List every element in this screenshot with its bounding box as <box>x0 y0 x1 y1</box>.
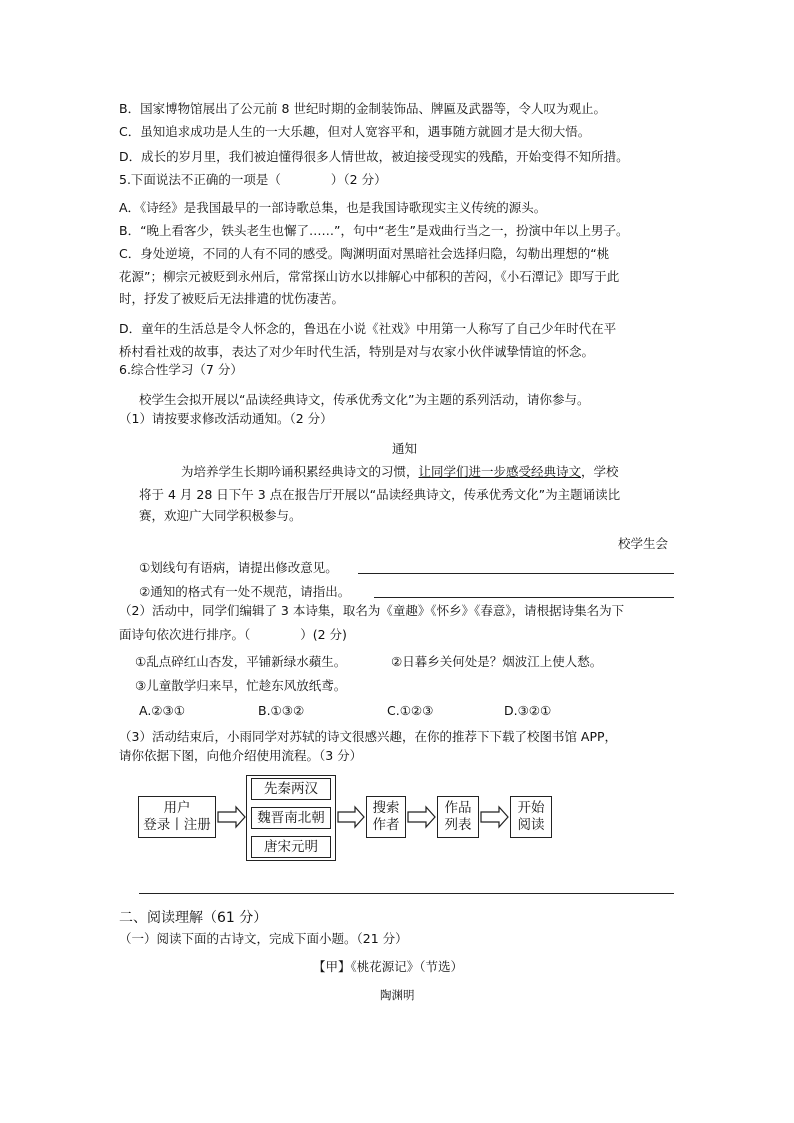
choice-c: C.①②③ <box>387 703 434 718</box>
q6-part2-line1: （2）活动中，同学们编辑了 3 本诗集，取名为《童趣》《怀乡》《春意》，请根据诗集名为下 <box>119 603 625 618</box>
q5-stem: 5.下面说法不正确的一项是（ ）（2 分） <box>119 172 387 187</box>
q5-option-c-line2: 花源”；柳宗元被贬到永州后，常常探山访水以排解心中郁积的苦闷，《小石潭记》即写于此 <box>119 269 620 284</box>
notice-title: 通知 <box>392 441 418 456</box>
poem-line-2: ②日暮乡关何处是？烟波江上使人愁。 <box>391 654 603 669</box>
section-divider <box>139 893 674 894</box>
flow-list-label: 列表 <box>444 817 472 833</box>
section2-heading: 二、阅读理解（61 分） <box>119 910 268 926</box>
notice-signature: 校学生会 <box>618 536 669 551</box>
q6-intro: 校学生会拟开展以“品读经典诗文，传承优秀文化”为主题的系列活动，请你参与。 <box>139 392 590 407</box>
q6-part3-line1: （3）活动结束后，小雨同学对苏轼的诗文很感兴趣，在你的推荐下下载了校图书馆 APP， <box>119 729 618 744</box>
flow-arrow-3 <box>408 807 435 827</box>
flow-reading-label: 阅读 <box>517 817 545 833</box>
flow-era-3-label: 唐宋元明 <box>264 838 318 855</box>
flow-start-label: 开始 <box>517 800 545 816</box>
q4-option-b: B．国家博物馆展出了公元前 8 世纪时期的金制装饰品、牌匾及武器等，令人叹为观止。 <box>119 101 606 116</box>
poem-line-1: ①乱点碎红山杏发，平铺新绿水蘋生。 <box>135 654 347 669</box>
flow-arrow-1 <box>218 807 245 827</box>
q5-option-d-line1: D．童年的生活总是令人怀念的，鲁迅在小说《社戏》中用第一人称写了自己少年时代在平 <box>119 321 617 336</box>
notice-line1-start: 为培养学生长期吟诵积累经典诗文的习惯， <box>181 464 419 479</box>
q5-option-b: B．“晚上看客少，铁头老生也懈了……”，句中“老生”是戏曲行当之一，扮演中年以上男子。 <box>119 223 629 238</box>
sub-question-1: ①划线句有语病，请提出修改意见。 <box>139 560 338 575</box>
reading-text-title: 【甲】《桃花源记》（节选） <box>313 959 464 974</box>
flow-search-label: 搜索 <box>372 800 400 816</box>
q6-part2-line2: 面诗句依次进行排序。（ ）(2 分) <box>119 627 347 642</box>
section2-sub: （一）阅读下面的古诗文，完成下面小题。（21 分） <box>119 931 408 946</box>
choice-a: A.②③① <box>139 703 185 718</box>
flow-era-2-label: 魏晋南北朝 <box>257 809 325 826</box>
flow-login-register-label: 登录丨注册 <box>143 817 211 833</box>
q6-stem: 6.综合性学习（7 分） <box>119 362 243 377</box>
flow-author-label: 作者 <box>372 817 400 833</box>
q5-option-c-line3: 时，抒发了被贬后无法排遣的忧伤凄苦。 <box>119 291 345 306</box>
notice-line3: 赛，欢迎广大同学积极参与。 <box>139 508 302 523</box>
notice-underlined-sentence: 让同学们进一步感受经典诗文 <box>418 464 582 479</box>
flow-arrow-4 <box>481 807 508 827</box>
poem-line-3: ③儿童散学归来早，忙趁东风放纸鸢。 <box>135 678 347 693</box>
q5-option-a: A．《诗经》是我国最早的一部诗歌总集，也是我国诗歌现实主义传统的源头。 <box>119 200 547 215</box>
choice-b: B.①③② <box>258 703 305 718</box>
flow-user-label: 用户 <box>163 800 191 816</box>
q4-option-d: D．成长的岁月里，我们被迫懂得很多人情世故，被迫接受现实的残酷，开始变得不知所措。 <box>119 149 629 164</box>
flow-arrow-2 <box>338 807 364 827</box>
reading-text-author: 陶渊明 <box>380 988 415 1002</box>
q6-part3-line2: 请你依据下图，向他介绍使用流程。（3 分） <box>119 748 363 763</box>
q4-option-c: C．虽知追求成功是人生的一大乐趣，但对人宽容平和，遇事随方就圆才是大彻大悟。 <box>119 124 591 139</box>
q5-option-d-line2: 桥村看社戏的故事，表达了对少年时代生活，特别是对与农家小伙伴诚挚情谊的怀念。 <box>119 344 595 359</box>
q6-part1: （1）请按要求修改活动通知。（2 分） <box>119 411 333 426</box>
flow-works-label: 作品 <box>444 800 472 816</box>
q5-option-c-line1: C．身处逆境，不同的人有不同的感受。陶渊明面对黑暗社会选择归隐，勾勒出理想的“桃 <box>119 246 610 261</box>
sub-question-2: ②通知的格式有一处不规范，请指出。 <box>139 584 351 599</box>
choice-d: D.③②① <box>504 703 552 718</box>
notice-line1-end: ，学校 <box>581 464 619 479</box>
notice-line2: 将于 4 月 28 日下午 3 点在报告厅开展以“品读经典诗文，传承优秀文化”为主题诵读比 <box>139 487 621 502</box>
flow-era-1-label: 先秦两汉 <box>264 780 318 797</box>
